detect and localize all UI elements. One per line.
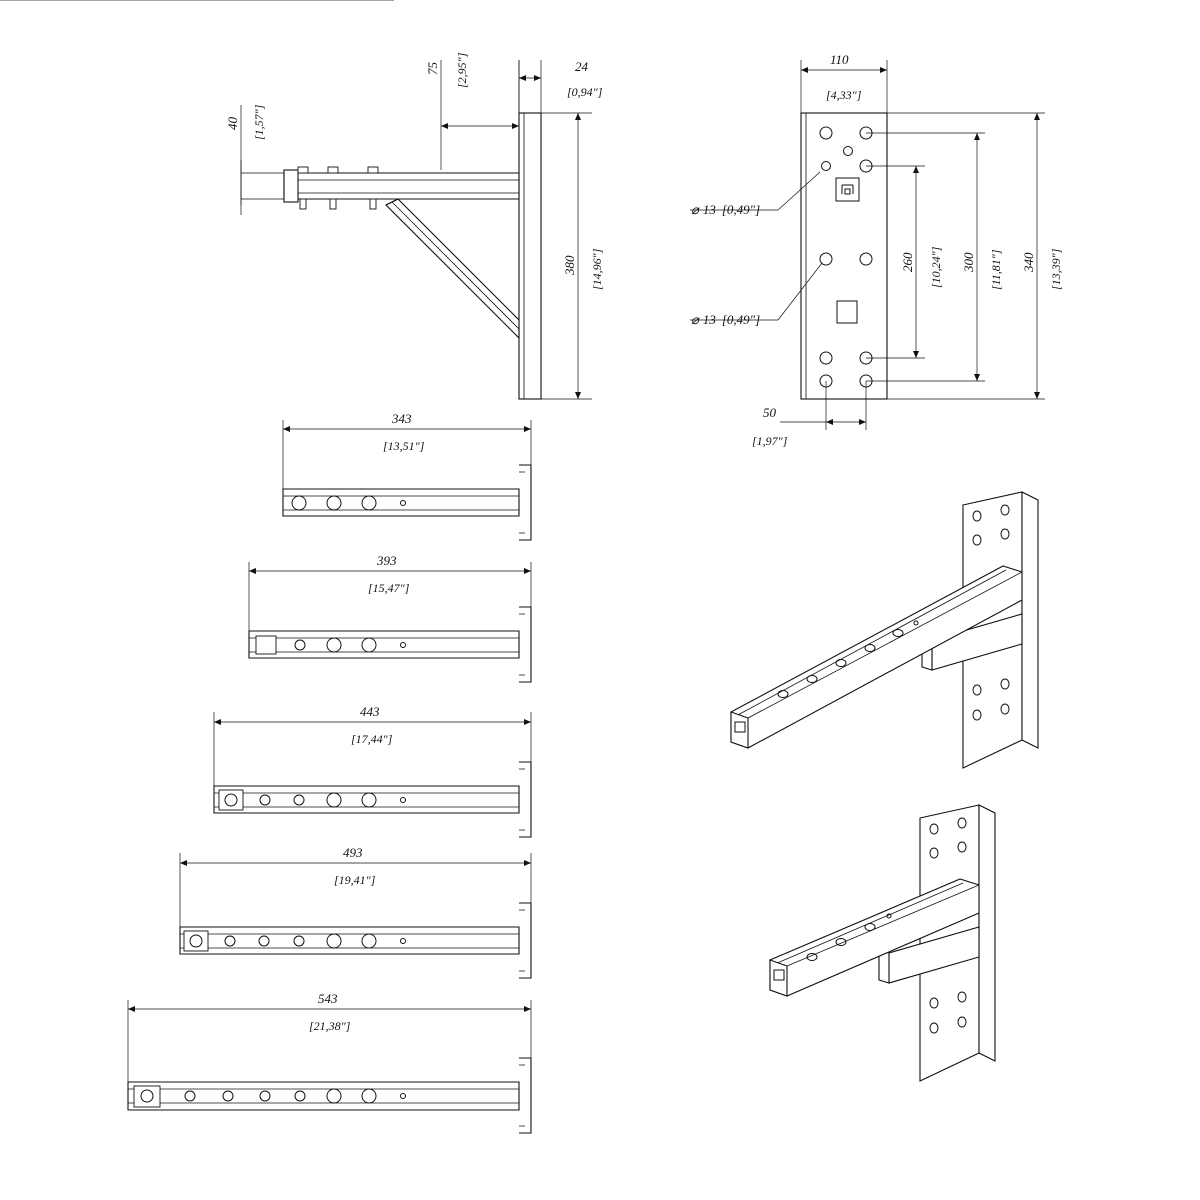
- dim-443-mm: 443: [360, 704, 380, 719]
- dim-50-mm: 50: [763, 405, 776, 420]
- dim-300-mm: 300: [961, 252, 976, 272]
- hole-dia-upper-label: ⌀ 13 [0,49"]: [691, 202, 761, 217]
- variant-493: [180, 845, 531, 978]
- dim-340-mm: 340: [1021, 252, 1036, 272]
- dim-260-inch: [10,24"]: [929, 246, 943, 288]
- dimension-493: [180, 853, 531, 927]
- dim-393-inch: [15,47"]: [368, 581, 410, 595]
- dim-40-mm: 40: [225, 117, 240, 130]
- dim-75-inch: [2,95"]: [455, 52, 469, 88]
- dim-543-inch: [21,38"]: [309, 1019, 351, 1033]
- dim-493-mm: 493: [343, 845, 363, 860]
- dim-110-inch: [4,33"]: [826, 88, 862, 102]
- dim-343-inch: [13,51"]: [383, 439, 425, 453]
- dim-75-mm: 75: [425, 62, 440, 75]
- dim-300-inch: [11,81"]: [989, 249, 1003, 290]
- variant-343: [283, 411, 531, 540]
- dimension-543: [128, 1000, 531, 1082]
- dim-380-mm: 380: [562, 255, 577, 275]
- dim-393-mm: 393: [377, 553, 397, 568]
- iso-view-plain: [770, 805, 995, 1081]
- variant-543: [128, 991, 531, 1133]
- dim-260-mm: 260: [900, 252, 915, 272]
- dim-443-inch: [17,44"]: [351, 732, 393, 746]
- dim-380-inch: [14,96"]: [590, 248, 604, 290]
- hole-dia-lower-label: ⌀ 13 [0,49"]: [691, 312, 761, 327]
- dimension-75: [441, 60, 519, 170]
- dim-24-mm: 24: [575, 59, 588, 74]
- dim-40-inch: [1,57"]: [252, 104, 266, 140]
- dimension-393: [249, 562, 531, 631]
- dim-110-mm: 110: [830, 52, 849, 67]
- front-view: [690, 52, 1063, 448]
- variant-443: [214, 704, 531, 837]
- dim-340-inch: [13,39"]: [1049, 248, 1063, 290]
- iso-view-with-brace: [731, 492, 1038, 768]
- dim-24-inch: [0,94"]: [567, 85, 603, 99]
- dim-493-inch: [19,41"]: [334, 873, 376, 887]
- dimension-24: [519, 60, 541, 113]
- dim-543-mm: 543: [318, 991, 338, 1006]
- side-view: [0, 0, 604, 399]
- dimension-110: [801, 60, 887, 113]
- dim-343-mm: 343: [392, 411, 412, 426]
- dimension-443: [214, 712, 531, 786]
- dim-50-inch: [1,97"]: [752, 434, 788, 448]
- dimension-343: [283, 420, 531, 489]
- variant-393: [249, 553, 531, 682]
